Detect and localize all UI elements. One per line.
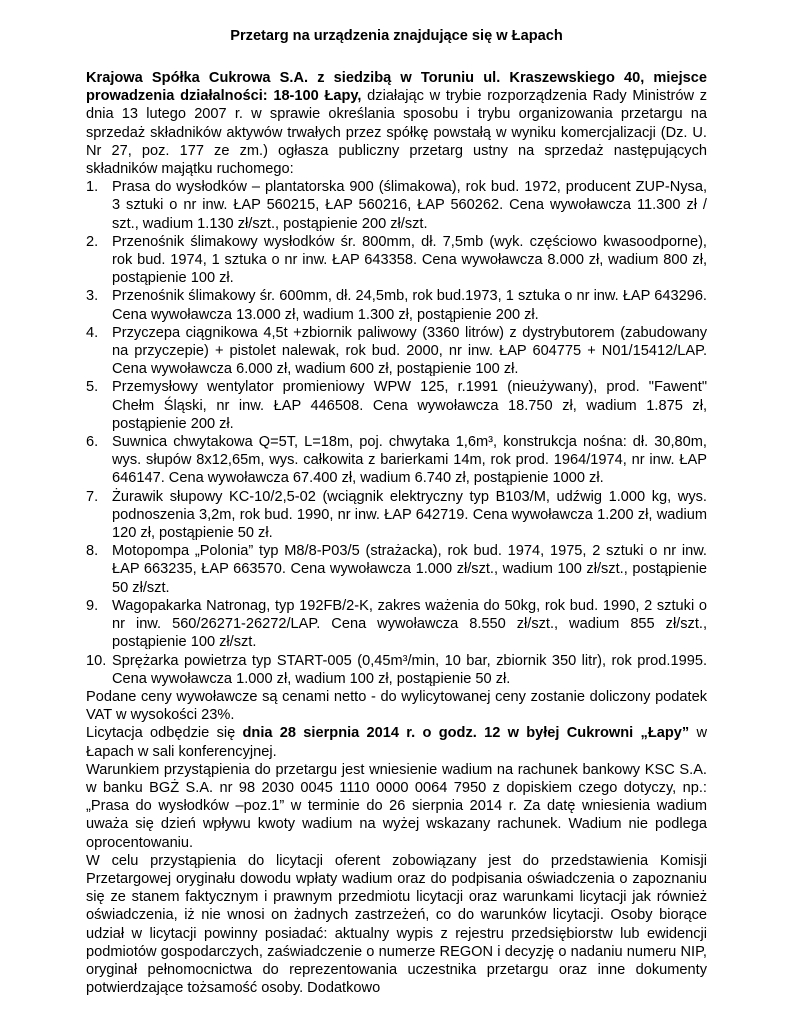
list-item-text: Przemysłowy wentylator promieniowy WPW 125, r.1991 (nieużywany), prod. "Fawent" Chełm Śląski, nr inw. ŁAP 446508. Cena wywoławcza 18.750 zł, wadium 1.875 zł, postąpienie 200 zł. xyxy=(112,379,707,432)
list-item-number: 6. xyxy=(86,434,99,451)
list-item-number: 1. xyxy=(86,179,99,196)
list-item xyxy=(86,597,707,652)
list-item-text: Motopompa „Polonia” typ M8/8-P03/5 (strażacka), rok bud. 1974, 1975, 2 sztuki o nr inw. ŁAP 663235, ŁAP 663570. Cena wywoławcza 1.000 zł/szt., wadium 100 zł/szt., postąpienie 50 zł/szt. xyxy=(112,543,707,596)
intro-rest: działając w trybie rozporządzenia Rady Ministrów z dnia 13 lutego 2007 r. w sprawie określania sposobu i trybu organizowania przetargu na sprzedaż składników aktywów trwałych przez spółkę powstałą w wyniku komercjalizacji (Dz. U. Nr 27, poz. 177 ze zm.) ogłasza publiczny przetarg ustny na sprzedaż następujących składników majątku ruchomego: xyxy=(86,88,707,178)
list-item xyxy=(86,652,707,688)
conditions-paragraph: W celu przystąpienia do licytacji oferent zobowiązany jest do przedstawienia Komisji Przetargowej oryginału dowodu wpłaty wadium oraz do podpisania oświadczenia o zapoznaniu się ze stanem faktycznym i prawnym przedmiotu licytacji oraz warunkami licytacji jak również oświadczenia, iż nie wnosi on żadnych zastrzeżeń, co do warunków licytacji. Osoby biorące udział w licytacji powinny posiadać: aktualny wypis z rejestru przedsiębiorstw lub ewidencji podmiotów gospodarczych, zaświadczenie o numerze REGON i decyzję o nadaniu numeru NIP, oryginał pełnomocnictwa do reprezentowania uczestnika przetargu oraz inne dokumenty potwierdzające tożsamość osoby. Dodatkowo xyxy=(86,852,707,997)
list-item xyxy=(86,378,707,433)
deposit-paragraph: Warunkiem przystąpienia do przetargu jest wniesienie wadium na rachunek bankowy KSC S.A. w banku BGŻ S.A. nr 98 2030 0045 1110 0000 0064 7950 z dopiskiem czego dotyczy, np.: „Prasa do wysłodków –poz.1” w terminie do 26 sierpnia 2014 r. Za datę wniesienia wadium uważa się dzień wpływu kwoty wadium na wyżej wskazany rachunek. Wadium nie podlega oprocentowaniu. xyxy=(86,761,707,851)
list-item-number: 8. xyxy=(86,543,99,560)
list-item xyxy=(86,178,707,233)
list-item-text: Przyczepa ciągnikowa 4,5t +zbiornik paliwowy (3360 litrów) z dystrybutorem (zabudowany na przyczepie) + pistolet nalewak, rok bud. 2000, nr inw. ŁAP 604775 + N01/15412/LAP. Cena wywoławcza 6.000 zł, wadium 600 zł, postąpienie 100 zł. xyxy=(112,324,707,378)
list-item xyxy=(86,324,707,379)
list-item xyxy=(86,233,707,288)
auction-post: w Łapach w sali konferencyjnej. xyxy=(86,725,708,760)
document-page xyxy=(86,27,707,997)
list-item-text: Prasa do wysłodków – plantatorska 900 (ślimakowa), rok bud. 1972, producent ZUP-Nysa, 3 sztuki o nr inw. ŁAP 560215, ŁAP 560216, ŁAP 560262. Cena wywoławcza 11.300 zł / szt., wadium 1.130 zł/szt., postąpienie 200 zł/szt. xyxy=(112,179,707,232)
list-item-number: 4. xyxy=(86,324,99,341)
vat-note: Podane ceny wywoławcze są cenami netto - do wylicytowanej ceny zostanie doliczony podatek VAT w wysokości 23%. xyxy=(86,688,707,724)
list-item-text: Suwnica chwytakowa Q=5T, L=18m, poj. chwytaka 1,6m³, konstrukcja nośna: dł. 30,80m, wys. słupów 8x12,65m, wys. całkowita z barierkami 14m, rok prod. 1964/1974, nr inw. ŁAP 646147. Cena wywoławcza 67.400 zł, wadium 6.740 zł, postąpienie 1000 zł. xyxy=(112,434,707,487)
list-item-text: Żurawik słupowy KC-10/2,5-02 (wciągnik elektryczny typ B103/M, udźwig 1.000 kg, wys. podnoszenia 3,2m, rok bud. 1990, nr inw. ŁAP 642719. Cena wywoławcza 1.200 zł, wadium 120 zł, postąpienie 50 zł. xyxy=(112,488,707,542)
list-item xyxy=(86,542,707,597)
auction-paragraph xyxy=(86,724,707,760)
intro-company-bold: Krajowa Spółka Cukrowa S.A. z siedzibą w Toruniu ul. Kraszewskiego 40, miejsce prowadzenia działalności: 18-100 Łapy, xyxy=(86,70,707,105)
list-item-text: Przenośnik ślimakowy wysłodków śr. 800mm, dł. 7,5mb (wyk. częściowo kwasoodporne), rok bud. 1974, 1 sztuka o nr inw. ŁAP 643358. Cena wywoławcza 8.000 zł, wadium 800 zł, postąpienie 100 zł. xyxy=(112,233,707,287)
list-item xyxy=(86,433,707,488)
list-item xyxy=(86,287,707,323)
auction-date-bold: dnia 28 sierpnia 2014 r. o godz. 12 w byłej Cukrowni „Łapy” xyxy=(242,725,690,742)
auction-pre: Licytacja odbędzie się xyxy=(86,725,243,742)
intro-paragraph xyxy=(86,69,707,178)
list-item-text: Wagopakarka Natronag, typ 192FB/2-K, zakres ważenia do 50kg, rok bud. 1990, 2 sztuki o nr inw. 560/26271-26272/LAP. Cena wywoławcza 8.550 zł/szt., wadium 855 zł/szt., postąpienie 100 zł/szt. xyxy=(112,597,707,651)
list-item-number: 7. xyxy=(86,488,99,505)
list-item-text: Przenośnik ślimakowy śr. 600mm, dł. 24,5mb, rok bud.1973, 1 sztuka o nr inw. ŁAP 643296. Cena wywoławcza 13.000 zł, wadium 1.300 zł, postąpienie 200 zł. xyxy=(112,288,707,323)
list-item-number: 10. xyxy=(86,652,107,669)
items-list xyxy=(86,178,707,688)
list-item-number: 2. xyxy=(86,233,99,250)
list-item-number: 5. xyxy=(86,379,99,396)
list-item-number: 9. xyxy=(86,597,99,614)
list-item xyxy=(86,488,707,543)
list-item-number: 3. xyxy=(86,288,99,305)
list-item-text: Sprężarka powietrza typ START-005 (0,45m³/min, 10 bar, zbiornik 350 litr), rok prod.1995. Cena wywoławcza 1.000 zł, wadium 100 zł, postąpienie 50 zł. xyxy=(112,652,707,687)
document-title: Przetarg na urządzenia znajdujące się w Łapach xyxy=(230,28,563,44)
